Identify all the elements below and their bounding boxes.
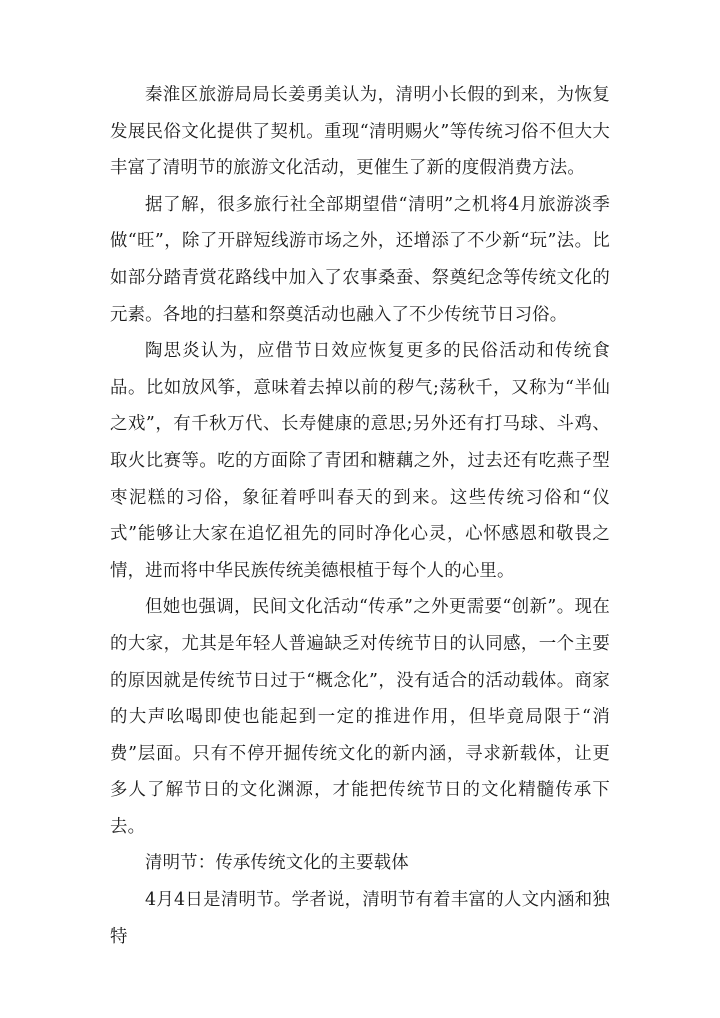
paragraph-1: 秦淮区旅游局局长姜勇美认为，清明小长假的到来，为恢复发展民俗文化提供了契机。重现“清明赐火”等传统习俗不但大大丰富了清明节的旅游文化活动，更催生了新的度假消费方法。 — [110, 85, 610, 179]
document-body — [110, 77, 610, 955]
paragraph-5: 4月4日是清明节。学者说，清明节有着丰富的人文内涵和独特 — [110, 890, 610, 947]
section-heading: 清明节：传承传统文化的主要载体 — [145, 853, 409, 874]
paragraph-3: 陶思炎认为，应借节日效应恢复更多的民俗活动和传统食品。比如放风筝，意味着去掉以前的秽气;荡秋千，又称为“半仙之戏”，有千秋万代、长寿健康的意思;另外还有打马球、斗鸡、取火比赛等。吃的方面除了青团和糖藕之外，过去还有吃燕子型枣泥糕的习俗，象征着呼叫春天的到来。这些传统习俗和“仪式”能够让大家在追忆祖先的同时净化心灵，心怀感恩和敬畏之情，进而将中华民族传统美德根植于每个人的心里。 — [110, 341, 610, 581]
paragraph-2: 据了解，很多旅行社全部期望借“清明”之机将4月旅游淡季做“旺”，除了开辟短线游市场之外，还增添了不少新“玩”法。比如部分踏青赏花路线中加入了农事桑蚕、祭奠纪念等传统文化的元素。各地的扫墓和祭奠活动也融入了不少传统节日习俗。 — [110, 194, 610, 325]
paragraph-4: 但她也强调，民间文化活动“传承”之外更需要“创新”。现在的大家，尤其是年轻人普遍缺乏对传统节日的认同感，一个主要的原因就是传统节日过于“概念化”，没有适合的活动载体。商家的大声吆喝即使也能起到一定的推进作用，但毕竟局限于“消费”层面。只有不停开掘传统文化的新内涵，寻求新载体，让更多人了解节日的文化渊源，才能把传统节日的文化精髓传承下去。 — [110, 597, 610, 837]
